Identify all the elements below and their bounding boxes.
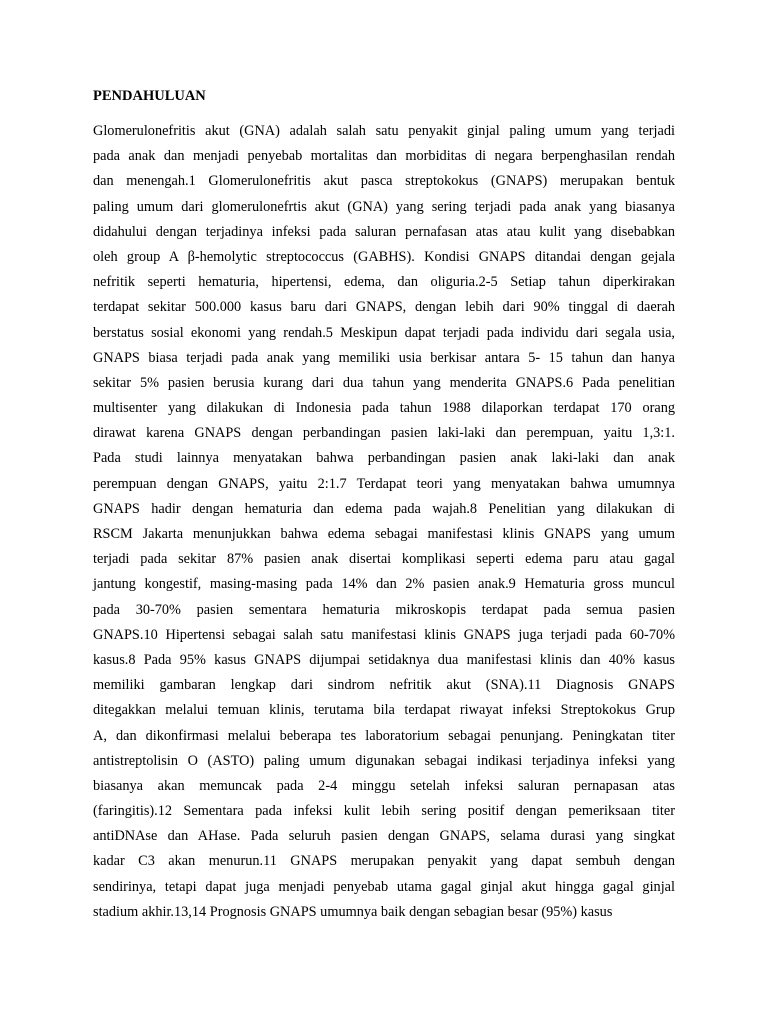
paragraph-line: paling umum dari glomerulonefrtis akut (GNA) yang sering terjadi pada anak yang biasanya	[93, 198, 675, 215]
paragraph-line: berstatus sosial ekonomi yang rendah.5 Meskipun dapat terjadi pada individu dari segala usia,	[93, 324, 675, 341]
paragraph-line: ditegakkan melalui temuan klinis, terutama bila terdapat riwayat infeksi Streptokokus Grup	[93, 702, 675, 719]
paragraph-line: dan menengah.1 Glomerulonefritis akut pasca streptokokus (GNAPS) merupakan bentuk	[93, 173, 675, 190]
paragraph-line: stadium akhir.13,14 Prognosis GNAPS umumnya baik dengan sebagian besar (95%) kasus	[93, 903, 613, 920]
paragraph-line: Pada studi lainnya menyatakan bahwa perbandingan pasien anak laki-laki dan anak	[93, 450, 675, 467]
paragraph-line: kadar C3 akan menurun.11 GNAPS merupakan penyakit yang dapat sembuh dengan	[93, 853, 675, 870]
paragraph-line: didahului dengan terjadinya infeksi pada saluran pernafasan atas atau kulit yang disebabkan	[93, 223, 675, 240]
paragraph-line: (faringitis).12 Sementara pada infeksi kulit lebih sering positif dengan pemeriksaan titer	[93, 803, 675, 820]
paragraph-line: biasanya akan memuncak pada 2-4 minggu setelah infeksi saluran pernapasan atas	[93, 777, 675, 794]
paragraph-line: GNAPS hadir dengan hematuria dan edema pada wajah.8 Penelitian yang dilakukan di	[93, 500, 675, 517]
paragraph-line: GNAPS.10 Hipertensi sebagai salah satu manifestasi klinis GNAPS juga terjadi pada 60-70%	[93, 626, 675, 643]
paragraph-line: nefritik seperti hematuria, hipertensi, edema, dan oliguria.2-5 Setiap tahun diperkirakan	[93, 274, 675, 291]
section-heading: PENDAHULUAN	[93, 88, 206, 104]
paragraph-line: oleh group A β-hemolytic streptococcus (GABHS). Kondisi GNAPS ditandai dengan gejala	[93, 248, 675, 265]
paragraph-line: terdapat sekitar 500.000 kasus baru dari GNAPS, dengan lebih dari 90% tinggal di daerah	[93, 299, 675, 316]
paragraph-line: GNAPS biasa terjadi pada anak yang memiliki usia berkisar antara 5- 15 tahun dan hanya	[93, 349, 675, 366]
paragraph-line: sendirinya, tetapi dapat juga menjadi penyebab utama gagal ginjal akut hingga gagal ginjal	[93, 878, 675, 895]
paragraph-line: dirawat karena GNAPS dengan perbandingan pasien laki-laki dan perempuan, yaitu 1,3:1.	[93, 425, 675, 442]
paragraph-line: memiliki gambaran lengkap dari sindrom nefritik akut (SNA).11 Diagnosis GNAPS	[93, 677, 675, 694]
paragraph-line: perempuan dengan GNAPS, yaitu 2:1.7 Terdapat teori yang menyatakan bahwa umumnya	[93, 475, 675, 492]
paragraph-line: kasus.8 Pada 95% kasus GNAPS dijumpai setidaknya dua manifestasi klinis dan 40% kasus	[93, 651, 675, 668]
paragraph-line: RSCM Jakarta menunjukkan bahwa edema sebagai manifestasi klinis GNAPS yang umum	[93, 526, 675, 542]
paragraph-line: pada 30-70% pasien sementara hematuria mikroskopis terdapat pada semua pasien	[93, 601, 675, 618]
body-paragraph	[93, 119, 675, 925]
paragraph-line: antiDNAse dan AHase. Pada seluruh pasien dengan GNAPS, selama durasi yang singkat	[93, 828, 675, 845]
paragraph-line: Glomerulonefritis akut (GNA) adalah salah satu penyakit ginjal paling umum yang terjadi	[93, 123, 675, 139]
paragraph-line: terjadi pada sekitar 87% pasien anak disertai komplikasi seperti edema paru atau gagal	[93, 551, 675, 568]
paragraph-line: sekitar 5% pasien berusia kurang dari dua tahun yang menderita GNAPS.6 Pada penelitian	[93, 374, 675, 391]
paragraph-line: A, dan dikonfirmasi melalui beberapa tes laboratorium sebagai penunjang. Peningkatan titer	[93, 727, 675, 744]
paragraph-line: antistreptolisin O (ASTO) paling umum digunakan sebagai indikasi terjadinya infeksi yang	[93, 752, 675, 769]
paragraph-line: jantung kongestif, masing-masing pada 14% dan 2% pasien anak.9 Hematuria gross muncul	[93, 576, 675, 593]
paragraph-line: pada anak dan menjadi penyebab mortalitas dan morbiditas di negara berpenghasilan rendah	[93, 148, 675, 165]
paragraph-line: multisenter yang dilakukan di Indonesia pada tahun 1988 dilaporkan terdapat 170 orang	[93, 400, 675, 417]
